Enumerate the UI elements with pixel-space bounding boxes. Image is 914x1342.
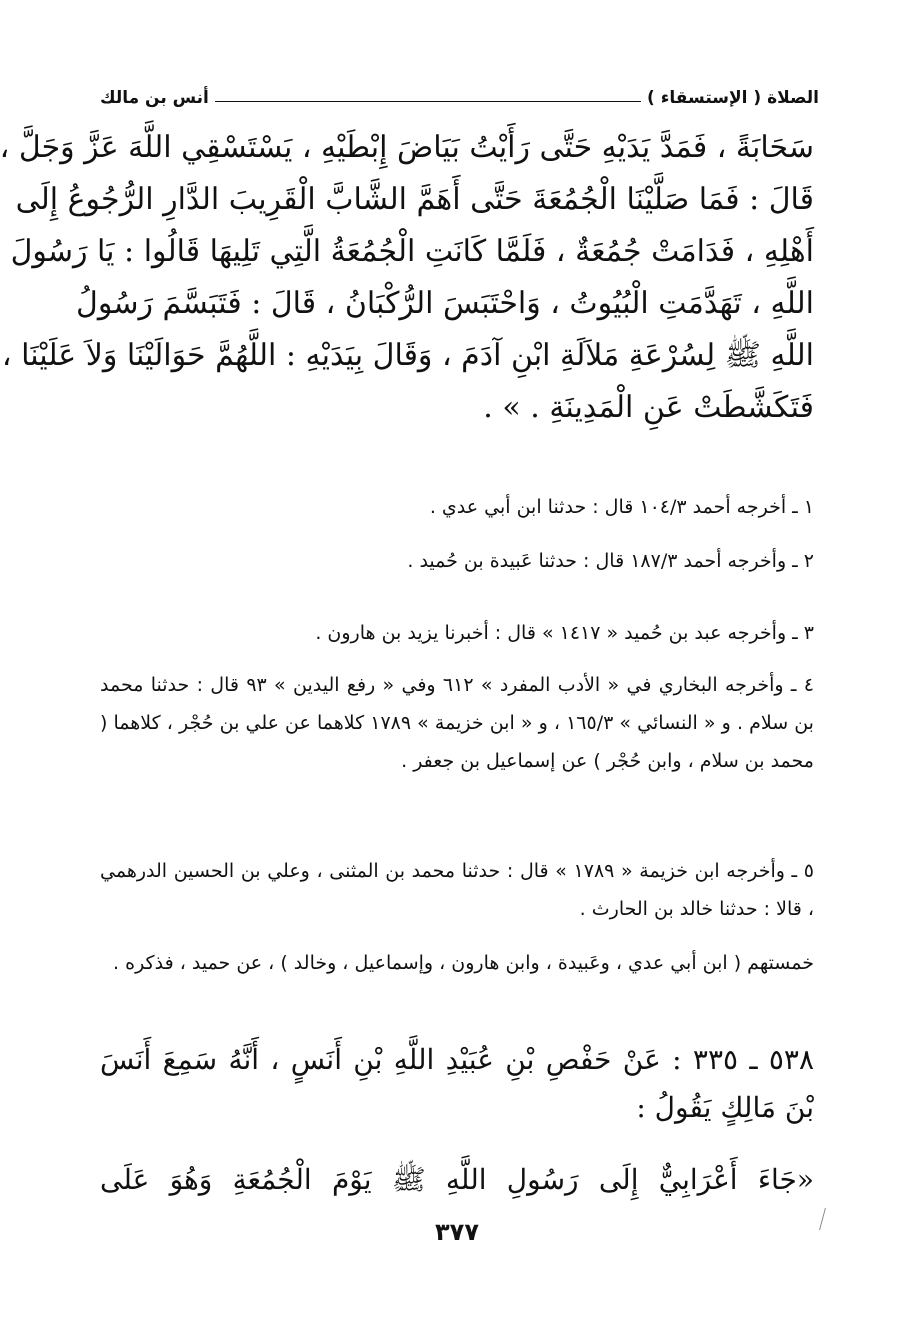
footnote-5: [100, 852, 814, 928]
footnote-4: [100, 666, 814, 780]
main-text-line: اللَّهِ ﷺ لِسُرْعَةِ مَلاَلَةِ ابْنِ آدَمَ ، وَقَالَ بِيَدَيْهِ : اللَّهُمَّ حَوَالَيْنَا وَلاَ عَلَيْنَا ،: [1, 338, 814, 373]
main-text-line: أَهْلِهِ ، فَدَامَتْ جُمُعَةٌ ، فَلَمَّا كَانَتِ الْجُمُعَةُ الَّتِي تَلِيهَا قَالُوا : يَا رَسُولَ: [10, 234, 814, 269]
footnote-text: ٤ ـ وأخرجه البخاري في « الأدب المفرد » ٦١٢ وفي « رفع اليدين » ٩٣ قال : حدثنا محمد بن سلام . و « النسائي » ١٦٥/٣ ، و « ابن خزيمة » ١٧٨٩ كلاهما عن علي بن حُجْر ، كلاهما ( محمد بن سلام ، وابن حُجْر ) عن إسماعيل بن جعفر .: [100, 674, 814, 772]
footnote-text: ٣ ـ وأخرجه عبد بن حُميد « ١٤١٧ » قال : أخبرنا يزيد بن هارون .: [315, 622, 814, 644]
main-text: [0, 122, 814, 434]
footnote-1: [100, 488, 814, 526]
hadith-heading: [100, 1036, 814, 1132]
footnote-2: [100, 542, 814, 580]
main-text-line: فَتَكَشَّطَتْ عَنِ الْمَدِينَةِ . » .: [483, 390, 814, 425]
hadith-text: «جَاءَ أَعْرَابِيٌّ إِلَى رَسُولِ اللَّهِ ﷺ يَوْمَ الْجُمُعَةِ وَهُوَ عَلَى: [100, 1163, 814, 1196]
footnote-summary: [100, 944, 814, 982]
footnote-text: ١ ـ أخرجه أحمد ١٠٤/٣ قال : حدثنا ابن أبي عدي .: [429, 496, 814, 518]
hadith-heading-text: ٥٣٨ ـ ٣٣٥ : عَنْ حَفْصِ بْنِ عُبَيْدِ اللَّهِ بْنِ أَنَسٍ ، أَنَّهُ سَمِعَ أَنَسَ بْنَ مَالِكٍ يَقُولُ :: [100, 1043, 814, 1124]
main-text-line: قَالَ : فَمَا صَلَّيْنَا الْجُمُعَةَ حَتَّى أَهَمَّ الشَّابَّ الْقَرِيبَ الدَّارِ الرُّجُوعُ إِلَى: [15, 182, 814, 217]
header-chapter-title: الصلاة ( الإستسقاء ): [647, 88, 819, 108]
header-rule: [215, 101, 641, 102]
header-narrator-title: أنس بن مالك: [100, 88, 209, 108]
running-header: [100, 78, 819, 108]
hadith-body: [100, 1156, 814, 1204]
footnote-text: خمستهم ( ابن أبي عدي ، وعَبيدة ، وابن هارون ، وإسماعيل ، وخالد ) ، عن حميد ، فذكره .: [113, 952, 814, 974]
footnote-3: [100, 614, 814, 652]
footnote-text: ٥ ـ وأخرجه ابن خزيمة « ١٧٨٩ » قال : حدثنا محمد بن المثنى ، وعلي بن الحسين الدرهمي ، قالا : حدثنا خالد بن الحارث .: [100, 860, 814, 920]
page-number: ٣٧٧: [435, 1218, 479, 1246]
main-text-line: سَحَابَةً ، فَمَدَّ يَدَيْهِ حَتَّى رَأَيْتُ بَيَاضَ إِبْطَيْهِ ، يَسْتَسْقِي اللَّهَ عَزَّ وَجَلَّ ،: [0, 130, 814, 165]
footnote-text: ٢ ـ وأخرجه أحمد ١٨٧/٣ قال : حدثنا عَبيدة بن حُميد .: [407, 550, 814, 572]
main-text-line: اللَّهِ ، تَهَدَّمَتِ الْبُيُوتُ ، وَاحْتَبَسَ الرُّكْبَانُ ، قَالَ : فَتَبَسَّمَ رَسُولُ: [76, 286, 814, 321]
